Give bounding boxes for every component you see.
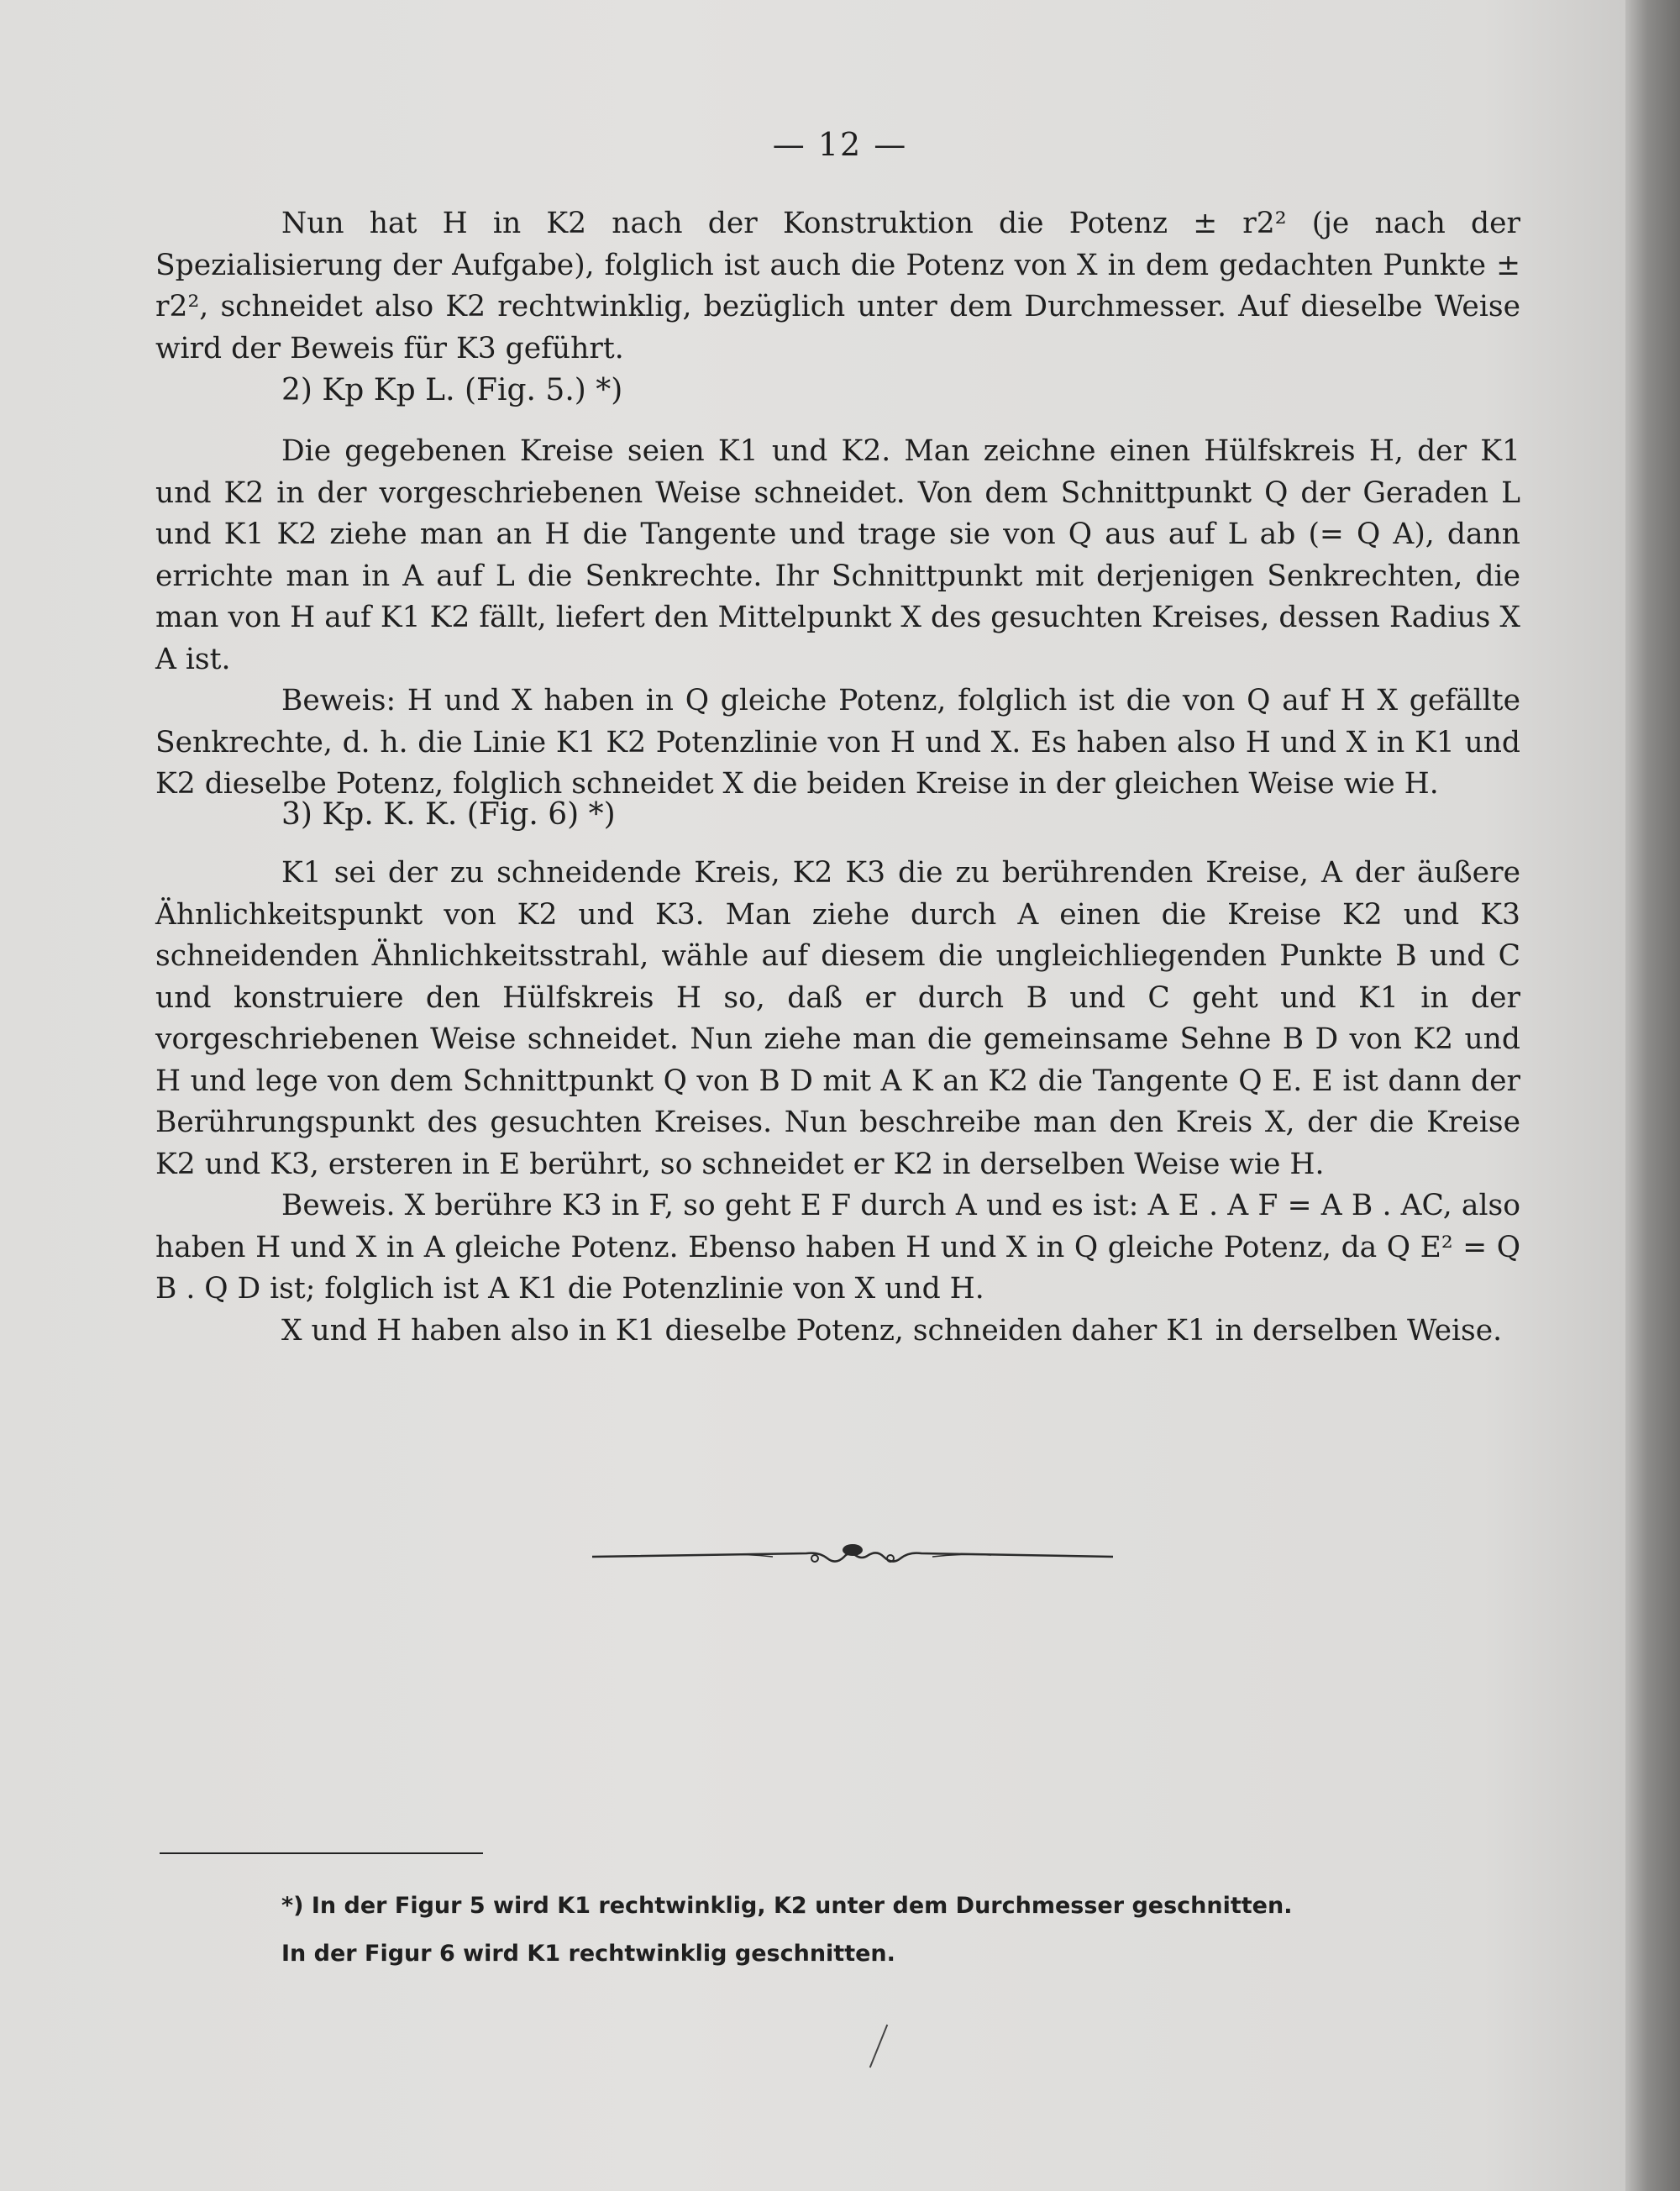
book-spine-shadow [1625,0,1680,2191]
section-2-construction: Die gegebenen Kreise seien K1 und K2. Man zeichne einen Hülfskreis H, der K1 und K2 in der vorgeschriebenen Weise schneidet. Von dem Schnittpunkt Q der Geraden L und K1 K2 ziehe man an H die Tangente und trage sie von Q aus auf L ab (= Q A), dann errichte man in A auf L die Senkrechte. Ihr Schnittpunkt mit derjenigen Senkrechten, die man von H auf K1 K2 fällt, liefert den Mittelpunkt X des gesuchten Kreises, dessen Radius X A ist. [155,434,1520,676]
intro-paragraph: Nun hat H in K2 nach der Konstruktion die Potenz ± r2² (je nach der Spezialisierung der Aufgabe), folglich ist auch die Potenz von X in dem gedachten Punkte ± r2², schneidet also K2 rechtwinklig, bezüglich unter dem Durchmesser. Auf dieselbe Weise wird der Beweis für K3 geführt. [155,207,1520,365]
section-2-proof: Beweis: H und X haben in Q gleiche Potenz, folglich ist die von Q auf H X gefällte Senkrechte, d. h. die Linie K1 K2 Potenzlinie von H und X. Es haben also H und X in K1 und K2 dieselbe Potenz, folglich schneidet X die beiden Kreise in der gleichen Weise wie H. [155,684,1520,801]
intro-paragraph-block [155,203,1520,370]
section-3-proof: Beweis. X berühre K3 in F, so geht E F durch A und es ist: A E . A F = A B . AC, also haben H und X in A gleiche Potenz. Ebenso haben H und X in Q gleiche Potenz, da Q E² = Q B . Q D ist; folglich ist A K1 die Potenzlinie von X und H. [155,1189,1520,1306]
section-2-block [155,431,1520,806]
footnote-1: *) In der Figur 5 wird K1 rechtwinklig, K2 unter dem Durchmesser geschnitten. [281,1893,1293,1919]
ornament-divider [588,1533,1117,1575]
section-3-heading: 3) Kp. K. K. (Fig. 6) *) [281,797,616,832]
footnote-rule [160,1852,483,1854]
footnote-2: In der Figur 6 wird K1 rechtwinklig geschnitten. [281,1941,895,1967]
section-3-construction: K1 sei der zu schneidende Kreis, K2 K3 die zu berührenden Kreise, A der äußere Ähnlichkeitspunkt von K2 und K3. Man ziehe durch A einen die Kreise K2 und K3 schneidenden Ähnlichkeitsstrahl, wähle auf diesem die ungleichliegenden Punkte B und C und konstruiere den Hülfskreis H so, daß er durch B und C geht und K1 in der vorgeschriebenen Weise schneidet. Nun ziehe man die gemeinsame Sehne B D von K2 und H und lege von dem Schnittpunkt Q von B D mit A K an K2 die Tangente Q E. E ist dann der Berührungspunkt des gesuchten Kreises. Nun beschreibe man den Kreis X, der die Kreise K2 und K3, ersteren in E berührt, so schneidet er K2 in derselben Weise wie H. [155,856,1520,1181]
section-3-conclusion: X und H haben also in K1 dieselbe Potenz, schneiden daher K1 in derselben Weise. [281,1313,1503,1348]
section-2-heading: 2) Kp Kp L. (Fig. 5.) *) [281,373,623,407]
section-3-block [155,853,1520,1352]
footnotes [281,1882,1457,1978]
page-number: — 12 — [772,126,908,163]
